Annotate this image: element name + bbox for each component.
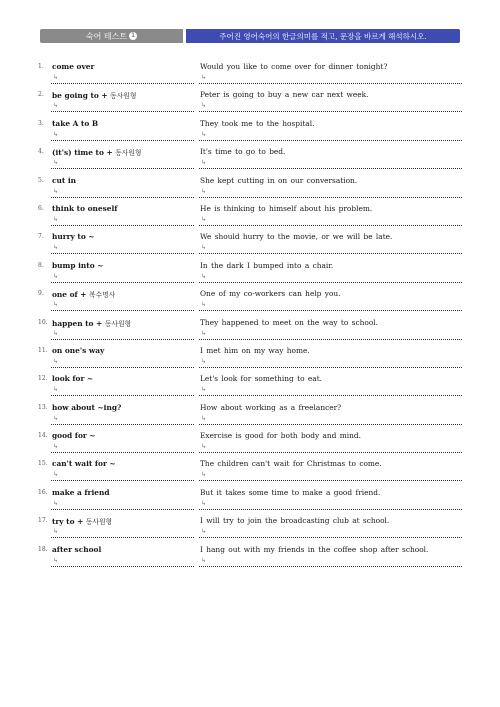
translation-answer-arrow-icon: ↳ bbox=[201, 102, 207, 110]
idiom-korean-hint: 동사원형 bbox=[85, 518, 113, 527]
example-sentence: The children can't wait for Christmas to come. bbox=[200, 459, 382, 469]
meaning-answer-arrow-icon: ↳ bbox=[53, 301, 59, 309]
idiom-english: after school bbox=[52, 544, 102, 554]
translation-answer-arrow-icon: ↳ bbox=[201, 301, 207, 309]
question-number: 11. bbox=[38, 346, 48, 354]
example-sentence: I will try to join the broadcasting club at school. bbox=[200, 516, 390, 526]
example-sentence: We should hurry to the movie, or we will be late. bbox=[200, 232, 393, 242]
translation-answer-line[interactable] bbox=[199, 395, 462, 396]
idiom-text bbox=[52, 516, 192, 526]
translation-answer-arrow-icon: ↳ bbox=[201, 357, 207, 365]
idiom-text bbox=[52, 176, 192, 185]
idiom-text bbox=[52, 318, 192, 328]
meaning-answer-line[interactable] bbox=[51, 282, 194, 283]
meaning-answer-line[interactable] bbox=[51, 509, 194, 510]
idiom-text bbox=[52, 488, 192, 497]
idiom-text bbox=[52, 90, 192, 100]
question-row bbox=[0, 402, 500, 430]
idiom-text bbox=[52, 459, 192, 468]
meaning-answer-arrow-icon: ↳ bbox=[53, 244, 59, 252]
meaning-answer-arrow-icon: ↳ bbox=[53, 357, 59, 365]
example-sentence: Peter is going to buy a new car next week. bbox=[200, 90, 369, 100]
question-number: 2. bbox=[38, 91, 44, 99]
meaning-answer-arrow-icon: ↳ bbox=[53, 329, 59, 337]
example-sentence: I met him on my way home. bbox=[200, 345, 310, 355]
example-sentence: I hang out with my friends in the coffee shop after school. bbox=[200, 544, 429, 554]
translation-answer-arrow-icon: ↳ bbox=[201, 272, 207, 280]
example-sentence: They happened to meet on the way to school. bbox=[200, 317, 378, 327]
question-number: 18. bbox=[38, 545, 48, 553]
idiom-korean-hint: 동사원형 bbox=[115, 149, 142, 158]
translation-answer-line[interactable] bbox=[199, 140, 462, 141]
question-list bbox=[0, 61, 500, 572]
translation-answer-arrow-icon: ↳ bbox=[201, 556, 207, 564]
example-sentence: But it takes some time to make a good friend. bbox=[200, 487, 381, 497]
idiom-text bbox=[52, 232, 192, 241]
meaning-answer-line[interactable] bbox=[51, 537, 194, 538]
example-sentence: She kept cutting in on our conversation. bbox=[200, 175, 358, 185]
translation-answer-line[interactable] bbox=[199, 367, 462, 368]
translation-answer-line[interactable] bbox=[199, 424, 462, 425]
meaning-answer-line[interactable] bbox=[51, 339, 194, 340]
translation-answer-line[interactable] bbox=[199, 509, 462, 510]
translation-answer-arrow-icon: ↳ bbox=[201, 329, 207, 337]
meaning-answer-line[interactable] bbox=[51, 253, 194, 254]
meaning-answer-arrow-icon: ↳ bbox=[53, 215, 59, 223]
meaning-answer-arrow-icon: ↳ bbox=[53, 74, 59, 81]
idiom-english: bump into ~ bbox=[52, 260, 104, 270]
meaning-answer-arrow-icon: ↳ bbox=[53, 159, 59, 167]
idiom-english: hurry to ~ bbox=[52, 232, 95, 242]
question-row bbox=[0, 203, 500, 231]
meaning-answer-arrow-icon: ↳ bbox=[53, 528, 59, 536]
meaning-answer-line[interactable] bbox=[51, 168, 194, 169]
instruction-banner bbox=[186, 29, 460, 43]
idiom-english: make a friend bbox=[52, 487, 110, 497]
example-sentence: He is thinking to himself about his problem. bbox=[200, 203, 373, 213]
idiom-english: on one's way bbox=[52, 345, 105, 355]
worksheet-title-tab bbox=[40, 29, 183, 43]
question-row bbox=[0, 89, 500, 117]
question-row bbox=[0, 373, 500, 401]
translation-answer-arrow-icon: ↳ bbox=[201, 159, 207, 167]
translation-answer-line[interactable] bbox=[199, 111, 462, 112]
translation-answer-line[interactable] bbox=[199, 452, 462, 453]
question-number: 17. bbox=[38, 517, 48, 525]
question-number: 3. bbox=[38, 119, 44, 127]
question-number: 13. bbox=[38, 403, 48, 411]
question-row bbox=[0, 430, 500, 458]
question-number: 10. bbox=[38, 318, 48, 326]
example-sentence: It's time to go to bed. bbox=[200, 147, 286, 157]
translation-answer-line[interactable] bbox=[199, 480, 462, 481]
idiom-korean-hint: 복수명사 bbox=[89, 291, 116, 300]
translation-answer-arrow-icon: ↳ bbox=[201, 386, 207, 394]
idiom-text bbox=[52, 62, 192, 71]
translation-answer-line[interactable] bbox=[199, 537, 462, 538]
meaning-answer-line[interactable] bbox=[51, 310, 194, 311]
idiom-english: look for ~ bbox=[52, 374, 94, 384]
translation-answer-arrow-icon: ↳ bbox=[201, 187, 207, 195]
idiom-korean-hint: 동사원형 bbox=[104, 319, 132, 328]
question-number: 16. bbox=[38, 488, 48, 496]
idiom-text bbox=[52, 204, 192, 213]
question-number: 5. bbox=[38, 176, 44, 184]
example-sentence: Let's look for something to eat. bbox=[200, 374, 323, 384]
idiom-english: (it's) time to + bbox=[52, 148, 116, 158]
translation-answer-line[interactable] bbox=[199, 168, 462, 169]
idiom-text bbox=[52, 431, 192, 440]
translation-answer-line[interactable] bbox=[199, 225, 462, 226]
idiom-korean-hint: 동사원형 bbox=[110, 92, 137, 101]
translation-answer-arrow-icon: ↳ bbox=[201, 443, 207, 451]
example-sentence: They took me to the hospital. bbox=[200, 118, 315, 128]
idiom-english: come over bbox=[52, 62, 95, 71]
translation-answer-line[interactable] bbox=[199, 197, 462, 198]
translation-answer-line[interactable] bbox=[199, 282, 462, 283]
idiom-english: can't wait for ~ bbox=[52, 459, 116, 469]
translation-answer-arrow-icon: ↳ bbox=[201, 215, 207, 223]
idiom-english: try to + bbox=[52, 517, 86, 527]
question-number: 12. bbox=[38, 375, 48, 383]
question-number: 14. bbox=[38, 432, 48, 440]
instruction-text: 주어진 영어숙어의 한글의미를 적고, 문장을 바르게 해석하시오. bbox=[219, 31, 427, 41]
meaning-answer-arrow-icon: ↳ bbox=[53, 130, 59, 138]
meaning-answer-arrow-icon: ↳ bbox=[53, 414, 59, 422]
meaning-answer-line[interactable] bbox=[51, 424, 194, 425]
idiom-english: one of + bbox=[52, 290, 90, 300]
idiom-english: take A to B bbox=[52, 118, 99, 128]
idiom-text bbox=[52, 289, 192, 299]
question-number: 15. bbox=[38, 460, 48, 468]
translation-answer-line[interactable] bbox=[199, 310, 462, 311]
meaning-answer-arrow-icon: ↳ bbox=[53, 272, 59, 280]
meaning-answer-line[interactable] bbox=[51, 197, 194, 198]
idiom-english: happen to + bbox=[52, 318, 105, 328]
idiom-english: think to oneself bbox=[52, 203, 118, 213]
meaning-answer-line[interactable] bbox=[51, 367, 194, 368]
example-sentence: How about working as a freelancer? bbox=[200, 402, 342, 412]
question-row bbox=[0, 487, 500, 515]
meaning-answer-arrow-icon: ↳ bbox=[53, 471, 59, 479]
question-row bbox=[0, 458, 500, 486]
example-sentence: In the dark I bumped into a chair. bbox=[200, 260, 334, 270]
example-sentence: One of my co-workers can help you. bbox=[200, 289, 341, 299]
translation-answer-line[interactable] bbox=[199, 253, 462, 254]
translation-answer-line[interactable] bbox=[199, 339, 462, 340]
question-row bbox=[0, 317, 500, 345]
idiom-english: how about ~ing? bbox=[52, 402, 122, 412]
idiom-text bbox=[52, 403, 192, 412]
question-number: 6. bbox=[38, 204, 44, 212]
meaning-answer-arrow-icon: ↳ bbox=[53, 443, 59, 451]
translation-answer-arrow-icon: ↳ bbox=[201, 244, 207, 252]
question-row bbox=[0, 61, 500, 89]
question-number: 4. bbox=[38, 148, 44, 156]
translation-answer-line[interactable] bbox=[199, 83, 462, 84]
translation-answer-arrow-icon: ↳ bbox=[201, 130, 207, 138]
meaning-answer-line[interactable] bbox=[51, 225, 194, 226]
meaning-answer-arrow-icon: ↳ bbox=[53, 499, 59, 507]
question-row bbox=[0, 146, 500, 174]
translation-answer-arrow-icon: ↳ bbox=[201, 471, 207, 479]
question-number: 9. bbox=[38, 290, 44, 298]
translation-answer-arrow-icon: ↳ bbox=[201, 528, 207, 536]
idiom-text bbox=[52, 346, 192, 355]
meaning-answer-line[interactable] bbox=[51, 111, 194, 112]
translation-answer-arrow-icon: ↳ bbox=[201, 74, 207, 81]
meaning-answer-line[interactable] bbox=[51, 480, 194, 481]
idiom-english: good for ~ bbox=[52, 431, 96, 441]
idiom-english: be going to + bbox=[52, 91, 111, 101]
idiom-text bbox=[52, 119, 192, 128]
idiom-english: cut in bbox=[52, 175, 77, 185]
meaning-answer-line[interactable] bbox=[51, 140, 194, 141]
question-row bbox=[0, 260, 500, 288]
worksheet-title: 숙어 테스트 bbox=[85, 31, 128, 41]
question-row bbox=[0, 515, 500, 543]
worksheet-number-badge: 1 bbox=[131, 32, 136, 39]
meaning-answer-line[interactable] bbox=[51, 566, 194, 567]
idiom-text bbox=[52, 545, 192, 554]
translation-answer-arrow-icon: ↳ bbox=[201, 414, 207, 422]
question-row bbox=[0, 231, 500, 259]
meaning-answer-arrow-icon: ↳ bbox=[53, 102, 59, 110]
translation-answer-line[interactable] bbox=[199, 566, 462, 567]
question-row bbox=[0, 175, 500, 203]
meaning-answer-line[interactable] bbox=[51, 452, 194, 453]
meaning-answer-arrow-icon: ↳ bbox=[53, 187, 59, 195]
idiom-text bbox=[52, 261, 192, 270]
example-sentence: Would you like to come over for dinner tonight? bbox=[200, 62, 388, 71]
idiom-text bbox=[52, 374, 192, 383]
question-row bbox=[0, 544, 500, 572]
meaning-answer-line[interactable] bbox=[51, 83, 194, 84]
question-row bbox=[0, 288, 500, 316]
meaning-answer-arrow-icon: ↳ bbox=[53, 556, 59, 564]
example-sentence: Exercise is good for both body and mind. bbox=[200, 431, 361, 441]
idiom-text bbox=[52, 147, 192, 157]
translation-answer-arrow-icon: ↳ bbox=[201, 499, 207, 507]
meaning-answer-arrow-icon: ↳ bbox=[53, 386, 59, 394]
question-number: 1. bbox=[38, 63, 44, 70]
question-row bbox=[0, 118, 500, 146]
meaning-answer-line[interactable] bbox=[51, 395, 194, 396]
question-number: 8. bbox=[38, 261, 44, 269]
question-number: 7. bbox=[38, 233, 44, 241]
question-row bbox=[0, 345, 500, 373]
